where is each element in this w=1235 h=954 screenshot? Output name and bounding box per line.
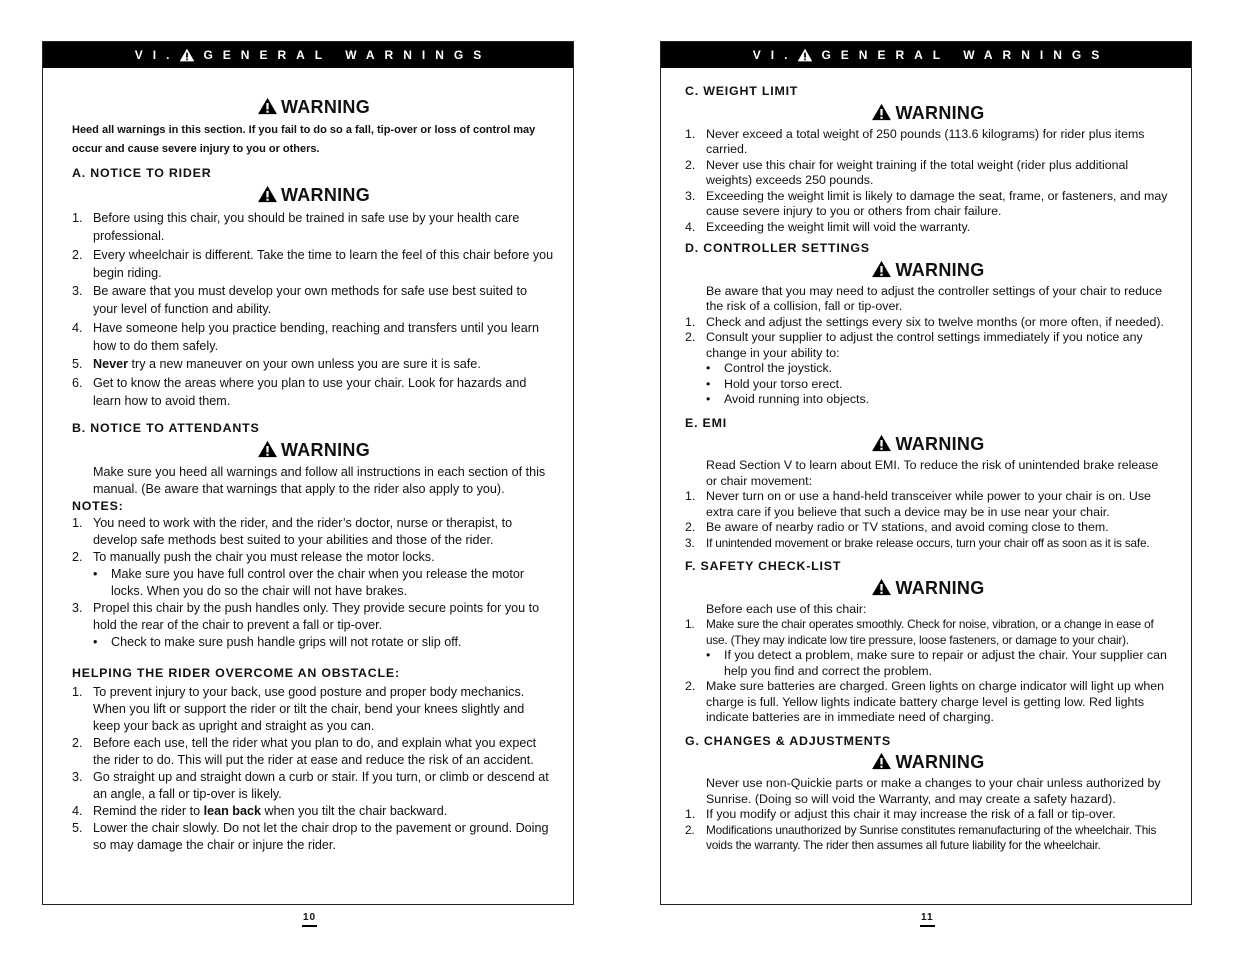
page-number: 10 (302, 912, 317, 927)
section-title-b: B. NOTICE TO ATTENDANTS (72, 421, 260, 436)
list-item: 5. Lower the chair slowly. Do not let the chair drop to the pavement or ground. Doing so may damage the chair or injure the rider. (72, 821, 549, 853)
bullet-item: • Make sure you have full control over the chair when you release the motor locks. When you do so the chair will not have brakes. (93, 567, 525, 599)
section-title-e: E. EMI (685, 415, 727, 430)
warning-icon (871, 578, 892, 596)
list-item: 5. Never try a new maneuver on your own unless you are sure it is safe. (72, 357, 481, 372)
list-item: 1. Make sure the chair operates smoothly. Check for noise, vibration, or a change in ease of use. (They may indicate low tire pressure, loose fasteners, or damage to your chair). • If you detect a problem, make sure to repair or adjust the chair. Your supplier can help you find and correct the problem. (685, 617, 1171, 679)
bullet-item: • Control the joystick. (706, 361, 833, 375)
list-item: 1. Before using this chair, you should be trained in safe use by your health care professional. (72, 211, 520, 244)
left-page (42, 41, 574, 905)
list-item: 4. Have someone help you practice bending, reaching and transfers until you learn how to do them safely. (72, 320, 539, 354)
section-title-d: D. CONTROLLER SETTINGS (685, 241, 870, 255)
list-item: 1. To prevent injury to your back, use good posture and proper body mechanics. When you lift or support the rider or tilt the chair, bend your knees slightly and keep your back as upright and straight as you can. (72, 685, 525, 734)
warning-heading: WARNING (72, 184, 555, 206)
warning-icon (871, 103, 892, 121)
list-item: 4. Remind the rider to lean back when you tilt the chair backward. (72, 804, 448, 819)
list-item: 3. Be aware that you must develop your own methods for safe use best suited to your level of function and ability. (72, 284, 528, 317)
section-header: VI. GENERAL WARNINGS (43, 42, 573, 68)
section-title-c: C. WEIGHT LIMIT (685, 84, 799, 98)
list-item: 6. Get to know the areas where you plan to use your chair. Look for hazards and learn how to avoid them. (72, 375, 527, 408)
warning-icon (257, 97, 278, 115)
warning-triangle-icon (179, 48, 195, 62)
changes-text: Never use non-Quickie parts or make a changes to your chair unless authorized by Sunrise. (Doing so will void the Warranty, and may create a safety hazard). (706, 776, 1161, 806)
bullet-item: • Hold your torso erect. (706, 376, 843, 391)
list-item: 4. Exceeding the weight limit will void the warranty. (685, 219, 971, 234)
warning-heading: WARNING (685, 577, 1171, 599)
section-title-g: G. CHANGES & ADJUSTMENTS (685, 733, 891, 748)
list-item: 1. Never turn on or use a hand-held transceiver while power to your chair is on. Use extra care if you believe that such a device may be in use near your chair. (685, 489, 1151, 519)
section-title-a: A. NOTICE TO RIDER (72, 166, 212, 180)
warning-heading: WARNING (72, 96, 555, 118)
bullet-item: • Avoid running into objects. (706, 392, 870, 406)
warning-heading: WARNING (685, 433, 1171, 455)
warning-icon (257, 440, 278, 458)
bullet-item: • Check to make sure push handle grips will not rotate or slip off. (93, 635, 462, 650)
right-page (660, 41, 1192, 905)
emi-text: Read Section V to learn about EMI. To reduce the risk of unintended brake release or chair movement: (706, 458, 1159, 488)
section-title-f: F. SAFETY CHECK-LIST (685, 559, 842, 573)
list-item: 2. Before each use, tell the rider what you plan to do, and explain what you expect the rider to do. This will put the rider at ease and reduce the risk of an accident. (72, 736, 537, 768)
list-item: 2. Every wheelchair is different. Take the time to learn the feel of this chair before you begin riding. (72, 247, 554, 280)
warning-heading: WARNING (72, 439, 555, 461)
warning-icon (257, 185, 278, 203)
page-number: 11 (920, 912, 935, 927)
list-item: 2. Make sure batteries are charged. Green lights on charge indicator will light up when charge is full. Yellow lights indicate battery charge level is getting low. Red lights indicate batteries are in immediate need of charging. (685, 679, 1165, 724)
warning-icon (871, 260, 892, 278)
section-header: VI. GENERAL WARNINGS (661, 42, 1191, 68)
list-item: 2. Consult your supplier to adjust the control settings immediately if you notice any change in your ability to: • Control the joystick. • Hold your torso erect. • Avoid running into objects. (685, 330, 1171, 408)
list-item: 3. Propel this chair by the push handles only. They provide secure points for you to hold the rear of the chair to prevent a fall or tip-over. • Check to make sure push handle grips will not rotate or slip off. (72, 600, 555, 651)
warning-heading: WARNING (685, 102, 1171, 124)
warning-icon (871, 752, 892, 770)
list-item: 1. You need to work with the rider, and the rider’s doctor, nurse or therapist, to develop safe methods best suited to your abilities and those of the rider. (72, 516, 513, 548)
list-item: 2. To manually push the chair you must release the motor locks. • Make sure you have full control over the chair when you release the motor locks. When you do so the chair will not have brakes. (72, 549, 555, 600)
list-item: 3. Exceeding the weight limit is likely to damage the seat, frame, or fasteners, and may cause severe injury to you or others from chair failure. (685, 188, 1168, 218)
list-item: 3. Go straight up and straight down a curb or stair. If you turn, or climb or descend at an angle, a fall or tip-over is likely. (72, 770, 549, 802)
attendant-text: Make sure you heed all warnings and follow all instructions in each section of this manual. (Be aware that warnings that apply to the rider also apply to you). (93, 465, 546, 497)
list-item: 2. Be aware of nearby radio or TV stations, and avoid coming close to them. (685, 520, 1109, 534)
warning-triangle-icon (797, 48, 813, 62)
list-item: 1. Check and adjust the settings every six to twelve months (or more often, if needed). (685, 314, 1164, 329)
notes-title: NOTES: (72, 499, 124, 514)
checklist-text: Before each use of this chair: (706, 601, 867, 616)
bullet-item: • If you detect a problem, make sure to repair or adjust the chair. Your supplier can help you find and correct the problem. (706, 648, 1167, 678)
warning-heading: WARNING (685, 751, 1171, 773)
list-item: 3. If unintended movement or brake release occurs, turn your chair off as soon as it is safe. (685, 535, 1150, 550)
list-item: 1. If you modify or adjust this chair it may increase the risk of a fall or tip-over. (685, 807, 1116, 821)
list-item: 1. Never exceed a total weight of 250 pounds (113.6 kilograms) for rider plus items carried. (685, 126, 1145, 156)
intro-text: Heed all warnings in this section. If you fail to do so a fall, tip-over or loss of control may occur and cause severe injury to you or others. (72, 124, 536, 155)
obstacle-title: HELPING THE RIDER OVERCOME AN OBSTACLE: (72, 666, 400, 681)
list-item: 2. Modifications unauthorized by Sunrise constitutes remanufacturing of the wheelchair. This voids the warranty. The rider then assumes all future liability for the wheelchair. (685, 822, 1157, 852)
controller-text: Be aware that you may need to adjust the controller settings of your chair to reduce the risk of a collision, fall or tip-over. (706, 283, 1162, 313)
warning-heading: WARNING (685, 259, 1171, 281)
warning-icon (871, 434, 892, 452)
list-item: 2. Never use this chair for weight training if the total weight (rider plus additional weights) exceeds 250 pounds. (685, 157, 1129, 187)
